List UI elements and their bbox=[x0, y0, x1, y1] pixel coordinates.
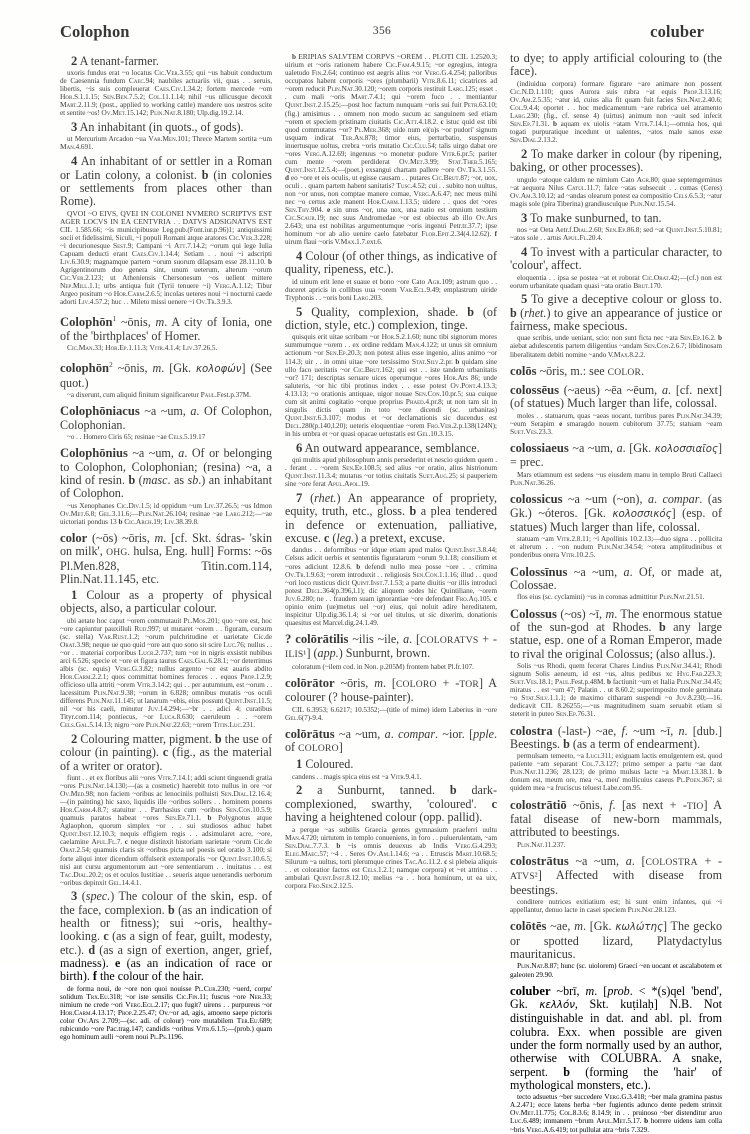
citation-block: QVOI ~O EIVS, QVEI IN COLONEI NVMERO SCRIPTVS EST AGER LOCVS IN EA CENTVRIA . . DATVS ADSIGNATVS EST CIL 1.585.66; ~is municipibusue Leg.pub.(Font.iur.p.96)1; antiquissimi socii et fidelissimi, Siculi, ~i populi Romani atque aratores Cic.Ver.3.228; ~i decurionesque Sest.9; Campani ~i Att.7.14.2; ~orum qui lege Iulia Capuam deducti erant Caes.Civ.1.14.4; Setiam . . noui ~i adscripti Liv.6.30.9; magnamque partem ~orum suorum dilapsam esse 28.11.10. b Agrigentinorum duo genera sint, unum ueterum, alterum ~orum Cic.Ver.2.123; ut Atheniensis Chersonesum ~os uellent mittere Nep.Mill.1.1; urbs antiqua fuit (Tyrii tenuere ~i) Verg.A.1.12; Tibur Argeo positum ~o Hor.Carm.2.6.5; incolas ueteres noui ~i nocturni caede adorti Liv.4.57.2; huc . . Mileto missi uenere ~i Ov.Tr.3.9.3. bbox=[60, 208, 273, 307]
citation-block: id uinum erit lene et suaue et bono ~ore Cato Agr.109; astrum quo . . duceret apricis in collibus uua ~orem Var.Ecl.9.49; emplastrum uiride Tryphonis . . ~oris boni Larg.203. bbox=[285, 276, 497, 302]
sense-definition: 2 a Sunburnt, tanned. b dark-complexioned, swarthy, 'coloured'. c having a heightened colour (opp. pallid). bbox=[285, 783, 497, 825]
citation-block: ungulo ~atoque caldum ne nimium Cato Agr.80; quae septemgeminus ~at aequora Nilus Catul.11.7; falce ~atas subsecuit . . comas (Ceres) Ov.Am.3.10.12; ad ~andas olearum potest ea compositio Cels.6.5.3; ~atur magis sole (pira Tiberina) grandiusculque Plin.Nat.15.54. bbox=[510, 174, 722, 208]
sense-definition: 5 Quality, complexion, shade. b (of diction, style, etc.) complexion, tinge. bbox=[285, 304, 498, 332]
citation-block: conditere nutrices exitiatium est; hi sunt enim infantes, qui ~i appellantur, denuo lacte in casei speciem Plin.Nat.28.123. bbox=[510, 898, 722, 915]
sense-definition: 1 Coloured. bbox=[296, 757, 354, 772]
continued-definition: to dye; to apply artificial colouring to (the face). bbox=[510, 51, 722, 79]
running-head bbox=[60, 22, 704, 44]
citation-block: permulsam temeeto, ~a Luci.311; exiguam lactis emulgentem est, quod patiente ~am separant Col.7.3.127; primo semper a partu ~ae dant Plin.Nat.11.236; 28.123; de primo mulsus lacte ~a Mart.13.38.1. b donum est, meum ore, mea ~a, meu' mollicuius caseus Pl.Poen.367; si quidem mea ~a fruciscus teluest Labe.com.95. bbox=[510, 751, 722, 793]
sense-definition: 5 To give a deceptive colour or gloss to. b (rhet.) to give an appearance of justice or fairness, make specious. bbox=[510, 292, 722, 333]
sense-definition: 3 An inhabitant (in quots., of gods). bbox=[71, 119, 244, 134]
sense-definition: 1 Colour as a property of physical objects, also, a particular colour. bbox=[60, 587, 272, 616]
running-head-right: coluber bbox=[650, 22, 704, 41]
dictionary-entry: colossiaeus ~a ~um, a. [Gk. κολοσσιαῖος] = prec. bbox=[510, 441, 722, 470]
text-column-3 bbox=[510, 51, 723, 1134]
text-column-2 bbox=[285, 52, 497, 952]
citation-block: quisquis erit uitae scribam ~or Hor.S.2.1.60; nunc tibi signorum mores summumque ~orem . . ex ordine reddam Man.4.122; ut unus sit omnium actionum ~or Sen.Ep.20.3; non potest alius esse ingenio, alius animo ~or 114.3; uir . . in omni uitae ~ore tersissimo Stat.Silv.2.pr. b quidam sine ullo faco ueritatis ~or Cic.Brut.162; qui est . . iste tandem urbanitatis ~or? 171; descriptas seruare uices operumque ~ores Hor.Ars 86; unde saluteris, ~or hic tibi protinus index . . esse potest Ov.Pont.4.13.3; 4.13.13; ~o orationis antiquae, uigor nouae Sen.Con.10.pr.5; sua cuique cum sit animi cogitatio ~orque proprius Phaed.4.pr.8; ut non tam sit in singulis dictis quam in toto ~ore dicendi (sc. urbanitas) Quint.Inst.6.3.107; modus et ~or declamationis sic ducendus est Decl.280(p.140,l.20); ueteris eloquentiae ~orem Fro.Ver.2.p.138(124N); in his umbra et ~or quasi opacae uetustatis est Gel.10.3.15. bbox=[285, 332, 498, 438]
citation-block: ut Mercurium Arcadon ~ua Var.Men.101; Threce Martem sortita ~um Man.4.691. bbox=[60, 134, 272, 152]
citation-block: dandus . . deformibus ~or idque etiam apud malos Quint.Inst.3.8.44; Celsus adicit uerbis et sententiis figuratarum ~orum 9.1.18; consilium et ~ores adiciunt 12.8.6. b defendi nullo mea posse ~ore . . crimina Ov.Tr.1.9.63; ~orem introduxit . . religiosis Sen.Con.1.1.16; illud . . quod ~ori loco rusticus dicit Quint.Inst.7.1.53; a parte diuitis ~or illis introduci potest Decl.364(p.396,l.1); dic aliquem sodes hic Quintiliane, ~orem Juv.6.280; ne . . fraudem suam ignorantiae ~ore defendant Fro.Aq.105. c opinio enim (ue)metus uel ~or) eius, qui noluit adire hereditatem, inspicitur Ulp.dig.36.1.4; si ~or uel titulus, ut sic dixerim, donationis quaesitus est Marcel.dig.24.1.49. bbox=[285, 545, 497, 627]
sense-definition: 7 (rhet.) An appearance of propriety, equity, truth, etc., gloss. b a plea tendered in defence or extenuation, palliative, excuse. c (leg.) a pretext, excuse. bbox=[285, 491, 497, 545]
dictionary-entry: Colophōnius ~a ~um, a. Of or belonging to Colophon, Colophonian; (resina) ~a, a kind of resin. b (masc. as sb.) an inhabitant of Colophon. bbox=[60, 446, 272, 501]
dictionary-entry: colōrātor ~ōris, m. [COLORO + -TOR] A colourer (? house-painter). bbox=[285, 676, 497, 705]
citation-block: qui multis apud philosophum annis persederint et nescio quidem quem . . ferant . . ~orem Sen.Ep.108.5; sed alius ~or oratio, alius histrionum Quint.Inst.11.3.4; mutatus ~or totius ciuitatis Suet.Aug.25; si pauperiem sine ~ore ferat Apul.Apol.19. bbox=[285, 456, 497, 489]
citation-block: ubi aetate hoc caput ~orem commutauit Pl.Mos.201; quo ~ore est, hoc ~ore capiuntur pauxilluli Rud.997; ut mutaret ~orem . . figuram, cursum (sc. stella) Var.Rust.1.2; ~orum pulchritudine et uarietate Cic.de Orat.3.98; neque ue quo quid ~ore aut quo sono sit scire Luc.76; nullus . . ~or . . materiai corporibus Lucr.2.737; tum ~or in nigris exsistit nubibus arci 6.526; specie et ~ore et figura taurus Caes.Gal.6.28.1; ~or deterrimus albis (sc. equis) Verg.G.3.82; nullus argento ~or est auaris abdito Hor.Carm.2.2.1; quos committat homines feroces . . equos Prop.1.2.9; officioso ulla attriti ~orem Vitr.3.14.2; qui . . per autumnum, est ~orum . . lacessitum Plin.Nat.9.38; ~orum in 6.828; omnibus mutatis ~os oculi differens Plin.Nat.11.145; ut lanarum ~ebis, eius possunt Quint.Inst.11.5; nil ~or his caeli, minutur Juv.14.294;—~br . . adici 4; curatibus Tityr.com.114; pontiecus, ~or Luca.8.630; caeruleum . . ~orem Cels.Gal.5.14.13; nigro ~ore Plin.Nat.22.63; ~orem Titin.Luc.231. bbox=[60, 615, 273, 730]
citation-block: uxoris fundus erat ~o locatus Cic.Ver.3.55; qui ~us habuit conductum de Caesennia fundum Caec.94; naubiles actuariis vii, quas . . seruis, libertis, ~is suis compleuerat Caes.Civ.1.34.2; fortem mercede ~om Hor.S.1.1.15; Sen.Ben.7.5.2; Col.11.1.14; nihil ~us ullicusque decoxit Mart.2.11.9; (post., applied to working cattle) mandere uos uestros scite et sentite ~os! Ov.Met.15.142; Plin.Nat.8.180; Ulp.dig.19.2.14. bbox=[60, 67, 273, 118]
citation-block: tecto adsuetus ~ber succedere Verg.G.3.418; ~ber mala gramina pastus A.2.471; ecce latens herba ~ber fugientis adunco dente pedem strinxit Ov.Met.11.775; Col.8.3.6; 8.14.9; in . . pruinoso ~ber distenditur aruo Luc.6.489; immanem ~brum Apul.Met.5.17. b horrere uidens iam colla ~bris Verg.A.6.419; tot pullulat atra ~bris 7.329. bbox=[510, 1092, 723, 1134]
citation-block: eloquentia . . ipsa se postea ~at et roborat Cic.Orat.42;—(cf.) non est eorum urbanitate quadam quasi ~ata oratio Brut.170. bbox=[510, 272, 722, 290]
citation-block: moles . . statuarum, quas ~aeas uocant, turribus pares Plin.Nat.34.39; ~eum Serapim e smaragdo nouem cubitorum 37.75; statuam ~eam Suet.Ves.23.3. bbox=[510, 410, 723, 436]
running-head-left: Colophon bbox=[60, 22, 130, 41]
citation-block: ~us Xenophanes Cic.Div.1.5; id oppidum ~um Liv.37.26.5; ~us Idmon Ov.Met.6.8; Gel.3.11.6;—Plin.Nat.26.104; resinae ~ae Larg.212;—~ae uictoriati pondus 13 b Cic.Arch.19; Liv.38.39.8. bbox=[60, 500, 272, 526]
sense-definition: 3 (spec.) The colour of the skin, esp. of the face, complexion. b (as an indication of health or fitness); sui ~oris, healthy-looking. c (as a sign of fear, guilt, modesty, etc.). d (as a sign of exertion, anger, grief, madness). e (as an indication of race or birth). f the colour of the hair. bbox=[60, 889, 272, 984]
citation-block: nos ~at Oeta Aetr.f.Dial.2.60; Sen.Ep.86.8; sed ~at Quint.Inst.5.10.81; ~atos sole . . artus Apul.Fl.20.4. bbox=[510, 224, 723, 243]
dictionary-entry: Colossus (~os) ~ī, m. The enormous statue of the sun-god at Rhodes. b any large statue, esp. one of a Roman Emperor, made to rival the original Colossus; (also allus.). bbox=[510, 606, 723, 661]
sense-definition: 4 To invest with a particular character, to 'colour', affect. bbox=[510, 244, 722, 273]
dictionary-entry: colostrātus ~a ~um, a. [COLOSTRA + -ATVS²] Affected with disease from beestings. bbox=[510, 854, 722, 897]
citation-block: fiunt . . et ex floribus alii ~ores Vitr.7.14.1; addi sciunt tinguendi gratia ~ores Plin.Nat.14.130;—(as a cosmetic) haerebit toto nullus in ore ~or Ov.Med.98; non faciem ~oribus ac lenociniis polluisti Sen.Dial.12.16.4;—(in painting) hic saxo, liquidis ille ~oribus sollers . . hominem ponens Hor.Carm.4.8.7; statuitur . . Parrhasius cum ~oribus Sen.Con.10.5.9; quamuis paratos habeat ~ores Sen.Ep.71.1. b Polygnotus atque Aglaophon, quorum simplex ~or . . sui studiosos adhuc habet Quint.Inst.12.10.3; nequis effigiem regis . . adsimularet acre, ~ore, caelamine Apul.Fl.7. c neque distinxit historiam uarietate ~orum Cic.de Orat.2.54; quamuis claris sit ~oribus picta uel poesis uel oratio 3.100; si forte aliqui inter dicendum offulserit extemporalis ~or Quint.Inst.10.6.5; nisi aut cursu argumentorum aut ~ore sententiarum . . inuitatus . . est Tac.Dial.20.2; os et oculos Iustitiae . . seueris atque uenerandis uerborum ~oribus depinxit Gel.14.4.1. bbox=[60, 773, 273, 887]
page-number: 356 bbox=[372, 25, 392, 37]
dictionary-entry: colophōn$^2$ ~ōnis, m. [Gk. κολοφών] (See quot.) bbox=[60, 360, 273, 390]
dictionary-entry: colōtēs ~ae, m. [Gk. κωλώτης] The gecko or spotted lizard, Platydactylus mauritanicus. bbox=[510, 919, 722, 961]
sense-definition: 6 An outward appearance, semblance. bbox=[296, 440, 480, 455]
citation-block: Plin.Nat.11.237. bbox=[517, 839, 566, 849]
dictionary-entry: colostrātiō ~ōnis, f. [as next + -TIO] A fatal disease of new-born mammals, attributed to beestings. bbox=[510, 797, 723, 840]
citation-block: statuam ~am Vitr.2.8.11; ~i Apollinis 10.2.13;—duo signa . . pollicita et alterum . . ~on nudum Plin.Nat.34.54; ~otera amplitudinibus et ponderibus onera Vitr.10.2.5. bbox=[510, 534, 722, 560]
dictionary-entry: colossicus ~a ~um (~on), a. compar. (as Gk.) ~óteros. [Gk. κολοσσικός] (esp. of statues) Much larger than life, colossal. bbox=[510, 492, 723, 534]
text-column-1 bbox=[60, 52, 273, 1041]
dictionary-entry: Colophōniacus ~a ~um, a. Of Colophon, Colophonian. bbox=[60, 404, 272, 432]
dictionary-entry: colostra (-last-) ~ae, f. ~um ~ī, n. [dub.] Beestings. b (as a term of endearment). bbox=[510, 723, 723, 751]
sense-definition: 2 To make darker in colour (by ripening, baking, or other processes). bbox=[510, 146, 722, 175]
citation-block: ~o . . Homero Ciris 65; resinae ~ae Cels.5.19.17 bbox=[67, 432, 206, 442]
dictionary-entry: ? colōrātilis ~ilis ~ile, a. [COLORATVS + -ILIS¹] (app.) Sunburnt, brown. bbox=[285, 632, 497, 661]
dictionary-entry: colōrātus ~a ~um, a. compar. ~ior. [pple. of COLORO] bbox=[285, 727, 497, 755]
dictionary-entry: colōs ~ōris, m.: see COLOR. bbox=[510, 363, 645, 378]
citation-block: CIL 6.3953; 6.6217; 10.5352;—(title of mime) idem Laberius in ~ore Gel.6(7)-9.4. bbox=[285, 704, 497, 722]
sense-definition: 2 Colouring matter, pigment. b the use of colour (in painting). c (fig., as the material of a writer or orator). bbox=[60, 731, 272, 773]
dictionary-entry: Colossīnus ~a ~um, a. Of, or made at, Colossae. bbox=[510, 564, 722, 592]
dictionary-entry: color (~ōs) ~ōris, m. [cf. Skt. śdras- 'skin on milk', OHG. hulsa, Eng. hull] Forms: ~ōs Pl.Men.828, Titin.com.114, Plin.Nat.11.145, etc. bbox=[60, 531, 272, 587]
citation-block: a perque ~as subtilis Graecia gentes gymnasium praeferri uultu Man.4.720; uirtutem in templo conueniens, in foro . . puluerulentam, ~am Sen.Dial.7.7.3. b ~is omnis deuexus ab Indis Verg.G.4.293; Eleg.Maec.57; ~4 . . Seres Ov.Am.1.14.6; ~a . . Etruscis Mart.10.68.5; Silurum ~a uultus, torti plerumque crines Tac.Ag.11.2. c si plebeia aliquis . . et coloratior factos est Cels.1.2.1; namque corpora) et ~et attritus . . ambulati Quint.Inst.8.12.10; melius ~a . . hora hominum, ut ea uix, corpora Fro.Sen.2.12.5. bbox=[285, 825, 498, 890]
citation-block: coloratum (~ilem cod. in Non. p.205M) frontem habet Pl.fr.107. bbox=[292, 662, 474, 671]
column-container bbox=[60, 51, 730, 1134]
citation-block: b ERIPIAS SALVTEM CORPVS ~OREM . . PLOTI CIL 1.2520.3; uirium et ~oris rationem habere Cic.Fam.4.9.15; ~or egregius, integra ualetudo Fin.2.64; continuo est aegris alius ~or Verg.G.4.254; palloribus occupatos habent corporis ~ores (plumbarii) Vitr.8.6.11; cicatrices ad ~orem reducit Plin.Nat.30.120; ~orem corporis restituit Larg.125; esset . . cum mali ~oris Mart.7.4.1; qui ~orem fuco . . mentiantur Quint.Inst.2.15.25;—post hoc factum nunquam ~oris sui fuit Petr.63.10; (fig.) amisimus . . omnem non modo sucum ac sanguinem sed etiam ~orem et speciem pristinam ciuitatis Cic.Att.4.18.2. c istuc quid est tibi quod commutatus ~or? Pl.Mer.368; uide num ei(u)s ~or pudori' signum usquam indicat Ter.An.878; timor eius, perturbatio, suspensus inuertusque uoltus, crebra ~oris mutatio Cic.Clu.54; talis uirgo dabat ore ~ores Verg.A.12.69; ingenuus ~o monetur pudore Vitr.6.pr.5; pariter cum mente ~orem perdiderat Ov.Met.3.99; Stat.Theb.5.165; Quint.Inst.12.5.4;—(poet.) exsangui chartam pallere ~ore Ov.Tr.3.1.55. d eo ~ore et eis oculis, ut egisse causam . . putares Cic.Brut.87; ~or, uox, oculi . . quam partem habent sanitatis? Tusc.4.52; cui . . subito non uultus, non ~or unus, non comptae manere comae, Verg.A.6.47; nec meus mihi nec ~o certus axle manent Hor.Carm.1.13.5; uidere . . quos det ~ores Sen.Thy.904. e sin unus ~or, una uox, una natio est omnium testium Cic.Scaur.19; nec suus Andromedae ~or est obiectus ab illo Ov.Ars 2.643; una est nobilitas argumentumque ~oris ingenui Petr.tr.37.7; ipse hominum ~or ab alio uenire caelo fatebatur Flor.Epit.2.34(4.12.62). f uirum flaui ~oris V.Max.1.7.ext.6. bbox=[285, 52, 498, 247]
sense-definition: 4 Colour (of other things, as indicative of quality, ripeness, etc.). bbox=[285, 249, 497, 277]
citation-block: Mars etiamnum est sedens ~us eiusdem manu in templo Bruti Callaeci Plin.Nat.36.26. bbox=[510, 470, 722, 487]
citation-block: flos eius (sc. cyclamini) ~us in coronas admittitur Plin.Nat.21.51. bbox=[517, 592, 705, 602]
citation-block: (indiuidua corpora) formare figurare ~are animare non possent Cic.N.D.1.110; quos Aurora suis rubra ~at equis Prop.3.13.16; Ov.Am.2.5.35; ~atur id, cuius alia fit quam fuit facies Sen.Nat.2.40.6; Col.9.4.4; oportet . . hoc medicamentum ~are rubrica uel atramento Larg.230; (fig., cf. sense 4) (uirtus) animum non ~auit sed infecit Sen.Ep.71.31. b aquam ex uiolis ~atam Vitr.7.14.1;—omnia hos, qui togati purpuratique incedunt ut ualentes, ~atos male sanos esse Sen.Dial.2.13.2. bbox=[510, 79, 722, 145]
citation-block: Solis ~us Rhodi, quem fecerat Chares Lindius Plin.Nat.34.41; Rhodi signum Solis aeneum, id est ~us, altus pedibus xc Hyg.Fab.223.3; Suet.Ves.18.1; Paul.Fest.p.48M. b factiunit ~um et Italia Plin.Nat.34.45; miratus . . est ~um 47; Palatin . . ut 8.60.2; superimposito mole geminata ~o Stat.Silv.1.1.1; de maximo citharam suspendi ~o Juv.8.230;—16. dedicavit CIL 8.26255;—~us magnitudinem suam seruabit etiam si steterit in puteo Sen.Ep.76.31. bbox=[510, 661, 722, 719]
dictionary-entry: Colophōn$^1$ ~ōnis, m. A city of Ionia, one of the 'birthplaces' of Homer. bbox=[60, 314, 272, 343]
citation-block: ~a dixerunt, cum aliquid finitum significaretur Paul.Fest.p.37M. bbox=[67, 390, 251, 400]
citation-block: quae scribis, unde ueniant, scio: non sunt ficta nec ~ata Sen.Ep.16.2. b aiebat adulescentis partem diligentius ~andam Sen.Con.2.6.7; libidinosam liberalitatem debiti nomine ~ando V.Max.8.2.2. bbox=[510, 333, 722, 359]
citation-block: Plin.Nat.8.87; hunc (sc. uiolorem) Graeci ~en uocant et ascalabotem et galeoten 29.90. bbox=[510, 961, 722, 979]
dictionary-entry: coluber ~brī, m. [prob. < *(s)qel 'bend', Gk. κελλόν, Skt. kuṭilaḥ] N.B. Not distinguishable in dat. and abl. pl. from colubra. Exx. when possible are given under the form normally used by an author, otherwise with COLUBRA. A snake, serpent. b (forming the 'hair' of mythological monsters, etc.). bbox=[510, 983, 722, 1092]
citation-block: candens . . magis spica eius est ~a Vitr.9.4.1. bbox=[292, 771, 422, 781]
sense-definition: 3 To make sunburned, to tan. bbox=[521, 210, 662, 225]
sense-definition: 2 A tenant-farmer. bbox=[71, 53, 159, 68]
citation-block: de forma noui, de ~ore non quoi nouisse Pl.Cur.230; ~uerd, corpu' solidum Trx.Eu.318; ~or iste sensilis Cic.Fin.11; fuscus ~ore Ner.33; nimium ne crede ~ori Verg.Ecl.2.17; quo fugit? uirens . . purpureus ~or Hor.Carm.4.13.17; Prop.2.25.47; Ov.~or ad, agis, amoeno saepe pictoris color Ov.Ars 2.709;—(sc. adi. of colour) ~ore mutabilem Ter.Eu.689; rubicundo ~ore Pac.trag.147; candidis ~oribus Vitr.6.1.5;—(prob.) quam ego hominum aulli ~orem noui Pl.Ps.1196. bbox=[60, 983, 272, 1041]
sense-definition: 4 An inhabitant of or settler in a Roman or Latin colony, a colonist. b (in colonies or settlements from places other than Rome). bbox=[60, 154, 272, 209]
citation-block: Cic.Man.33; Hor.Ep.1.11.3; Vitr.4.1.4; Liv.37.26.5. bbox=[67, 343, 218, 353]
dictionary-entry: colossēus (~aeus) ~ēa ~ēum, a. [cf. next] (of statues) Much larger than life, colossal. bbox=[510, 383, 722, 411]
